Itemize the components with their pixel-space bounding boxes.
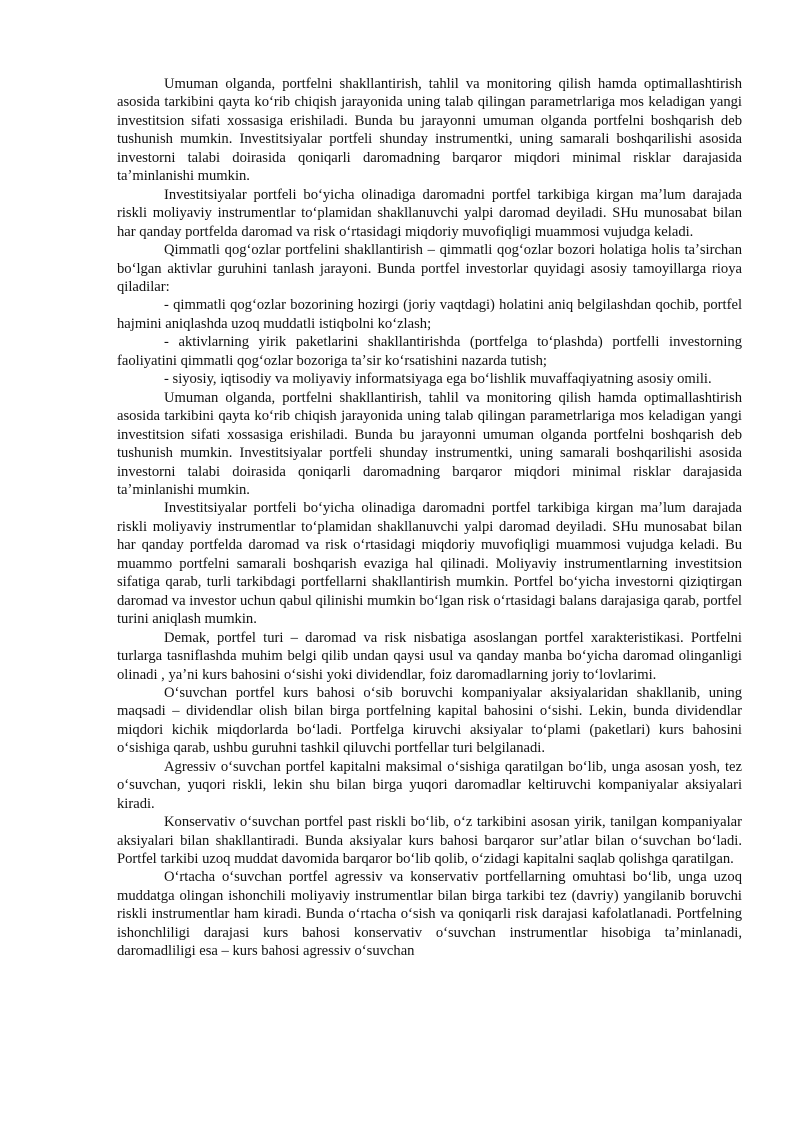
paragraph-7: Oʻsuvchan portfel kurs bahosi oʻsib boruvchi kompaniyalar aksiyalaridan shakllanib, uning maqsadi – dividendlar olish bilan birga portfelning kapital bahosini oʻsishi. Lekin, bunda dividendlar miqdori kichik miqdorlarda boʻladi. Portfelga kiruvchi aksiyalar toʻplami (paketlari) kurs bahosini oʻsishiga qarab, ushbu guruhni tashkil qiluvchi portfellar turi belgilanadi. xyxy=(117,684,742,757)
list-item-2: - aktivlarning yirik paketlarini shakllantirishda (portfelga toʻplashda) portfelli investorning faoliyatini qimmatli qogʻozlar bozoriga taʼsir koʻrsatishini nazarda tutish; xyxy=(117,334,742,369)
paragraph-1: Umuman olganda, portfelni shakllantirish, tahlil va monitoring qilish hamda optimallashtirish asosida tarkibini qayta koʻrib chiqish jarayonida uning talab qilingan parametrlariga mos keladigan yangi investitsion sifati xossasiga erishiladi. Bunda bu jarayonni umuman olganda portfelni boshqarish deb tushunish mumkin. Investitsiyalar portfeli shunday instrumentki, uning samarali boshqarilishi asosida investorni talabi doirasida qoniqarli daromadning barqaror miqdori minimal risklar darajasida taʼminlanishi mumkin. xyxy=(117,76,742,185)
list-item-1: - qimmatli qogʻozlar bozorining hozirgi (joriy vaqtdagi) holatini aniq belgilashdan qochib, portfel hajmini aniqlashda uzoq muddatli istiqbolni koʻzlash; xyxy=(117,297,742,332)
paragraph-5: Investitsiyalar portfeli boʻyicha olinadiga daromadni portfel tarkibiga kirgan maʼlum darajada riskli moliyaviy instrumentlar toʻplamidan shakllanuvchi yalpi daromad deyiladi. SHu munosabat bilan har qanday portfelda daromad va risk oʻrtasidagi miqdoriy muvofiqligi muammosi vujudga keladi. Bu muammo portfelni samarali boshqarish evaziga hal qilinadi. Moliyaviy instrumentlarning investitsion sifatiga qarab, turli tarkibdagi portfellarni shakllantirish mumkin. Portfel boʻyicha investorni qiziqtirgan daromad va investor uchun qabul qilinishi mumkin boʻlgan risk oʻrtasidagi balans darajasiga qarab, portfel turini aniqlash mumkin. xyxy=(117,500,742,628)
paragraph-10: Oʻrtacha oʻsuvchan portfel agressiv va konservativ portfellarning omuhtasi boʻlib, unga uzoq muddatga olingan ishonchili moliyaviy instrumentlar bilan birga tarkibi tez (davriy) yangilanib boruvchi riskli instrumentlar ham kiradi. Bunda oʻrtacha oʻsish va qoniqarli risk darajasi kafolatlanadi. Portfelning ishonchliligi darajasi kurs bahosi konservativ oʻsuvchan instrumentlar hisobiga taʼminlanadi, daromadliligi esa – kurs bahosi agressiv oʻsuvchan xyxy=(117,869,742,960)
list-item-3: - siyosiy, iqtisodiy va moliyaviy informatsiyaga ega boʻlishlik muvaffaqiyatning asosiy omili. xyxy=(164,371,712,388)
paragraph-4: Umuman olganda, portfelni shakllantirish, tahlil va monitoring qilish hamda optimallashtirish asosida tarkibini qayta koʻrib chiqish jarayonida uning talab qilingan parametrlariga mos keladigan yangi investitsion sifati xossasiga erishiladi. Bunda bu jarayonni umuman olganda portfelni boshqarish deb tushunish mumkin. Investitsiyalar portfeli shunday instrumentki, uning samarali boshqarilishi asosida investorni talabi doirasida qoniqarli daromadning barqaror miqdori minimal risklar darajasida taʼminlanishi mumkin. xyxy=(117,389,742,498)
paragraph-3: Qimmatli qogʻozlar portfelini shakllantirish – qimmatli qogʻozlar bozori holatiga holis taʼsirchan boʻlgan aktivlar guruhini tanlash jarayoni. Bunda portfel investorlar quyidagi asosiy tamoyillarga rioya qiladilar: xyxy=(117,242,742,295)
paragraph-2: Investitsiyalar portfeli boʻyicha olinadiga daromadni portfel tarkibiga kirgan maʼlum darajada riskli moliyaviy instrumentlar toʻplamidan shakllanuvchi yalpi daromad deyiladi. SHu munosabat bilan har qanday portfelda daromad va risk oʻrtasidagi miqdoriy muvofiqligi muammosi vujudga keladi. xyxy=(117,186,742,240)
paragraph-9: Konservativ oʻsuvchan portfel past riskli boʻlib, oʻz tarkibini asosan yirik, tanilgan kompaniyalar aksiyalari bilan shakllantiradi. Bunda aksiyalar kurs bahosi barqaror surʼatlar bilan oʻsuvchan boʻladi. Portfel tarkibi uzoq muddat davomida barqaror boʻlib qolib, oʻzidagi kapitalni saqlab qolishga qaratilgan. xyxy=(117,814,742,868)
paragraph-6: Demak, portfel turi – daromad va risk nisbatiga asoslangan portfel xarakteristikasi. Portfelni turlarga tasniflashda muhim belgi qilib undan qaysi usul va qanday manba boʻyicha daromad olinganligi olinadi , yaʼni kurs bahosini oʻsishi yoki dividendlar, foiz daromadlarning joriy toʻlovlarimi. xyxy=(117,629,742,683)
paragraph-8: Agressiv oʻsuvchan portfel kapitalni maksimal oʻsishiga qaratilgan boʻlib, unga asosan yosh, tez oʻsuvchan, yuqori riskli, lekin shu bilan birga yuqori daromadlar keltiruvchi kompaniyalar aksiyalari kiradi. xyxy=(117,758,742,812)
